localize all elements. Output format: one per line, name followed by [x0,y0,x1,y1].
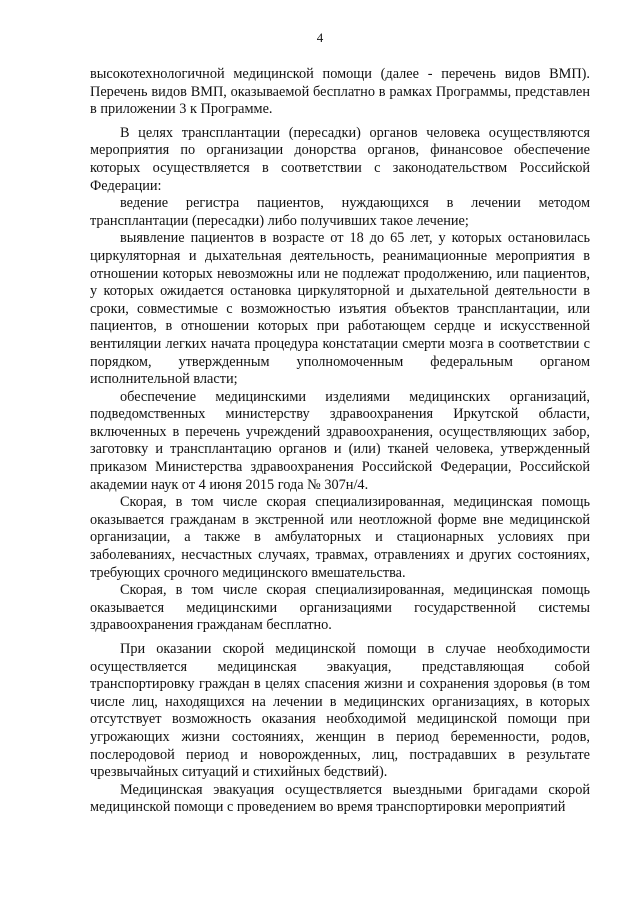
paragraph-evacuation-brigades: Медицинская эвакуация осуществляется выездными бригадами скорой медицинской помощи с проведением во время транспортировки мероприятий [90,781,590,816]
paragraph-emergency-care: Скорая, в том числе скорая специализированная, медицинская помощь оказывается гражданам в экстренной или неотложной форме вне медицинской организации, а также в амбулаторных и стационарных условиях при заболеваниях, несчастных случаях, травмах, отравлениях и других состояниях, требующих срочного медицинского вмешательства. [90,494,590,581]
paragraph-patient-identification: выявление пациентов в возрасте от 18 до 65 лет, у которых остановилась циркуляторная и дыхательная деятельность, реанимационные мероприятия в отношении которых невозможны или не подлежат продолжению, или пациентов, у которых ожидается остановка циркуляторной и дыхательной деятельности в сроки, совместимые с возможностью изъятия объектов трансплантации, или пациентов, в отношении которых при работающем сердце и искусственной вентиляции легких начата процедура констатации смерти мозга в соответствии с порядком, утвержденным уполномоченным федеральным органом исполнительной власти; [90,230,590,388]
paragraph-patient-register: ведение регистра пациентов, нуждающихся в лечении методом трансплантации (пересадки) либо получивших такое лечение; [90,195,590,229]
paragraph-vmp-list: высокотехнологичной медицинской помощи (далее - перечень видов ВМП). Перечень видов ВМП, оказываемой бесплатно в рамках Программы, представлен в приложении 3 к Программе. [90,66,590,118]
paragraph-medical-evacuation: При оказании скорой медицинской помощи в случае необходимости осуществляется медицинская эвакуация, представляющая собой транспортировку граждан в целях спасения жизни и сохранения здоровья (в том числе лиц, находящихся на лечении в медицинских организациях, в которых отсутствует возможность оказания необходимой медицинской помощи при угрожающих жизни состояниях, женщин в период беременности, родов, послеродовой период и новорожденных, лиц, пострадавших в результате чрезвычайных ситуаций и стихийных бедствий). [90,641,590,781]
page-number: 4 [316,30,324,45]
document-body [90,66,590,817]
paragraph-medical-devices: обеспечение медицинскими изделиями медицинских организаций, подведомственных министерству здравоохранения Иркутской области, включенных в перечень учреждений здравоохранения, осуществляющих забор, заготовку и трансплантацию органов и (или) тканей человека, утвержденный приказом Министерства здравоохранения Российской Федерации, Российской академии наук от 4 июня 2015 года № 307н/4. [90,388,590,493]
paragraph-transplantation-intro: В целях трансплантации (пересадки) органов человека осуществляются мероприятия по организации донорства органов, финансовое обеспечение которых осуществляется в соответствии с законодательством Российской Федерации: [90,124,590,194]
paragraph-emergency-care-free: Скорая, в том числе скорая специализированная, медицинская помощь оказывается медицинскими организациями государственной системы здравоохранения гражданам бесплатно. [90,582,590,634]
